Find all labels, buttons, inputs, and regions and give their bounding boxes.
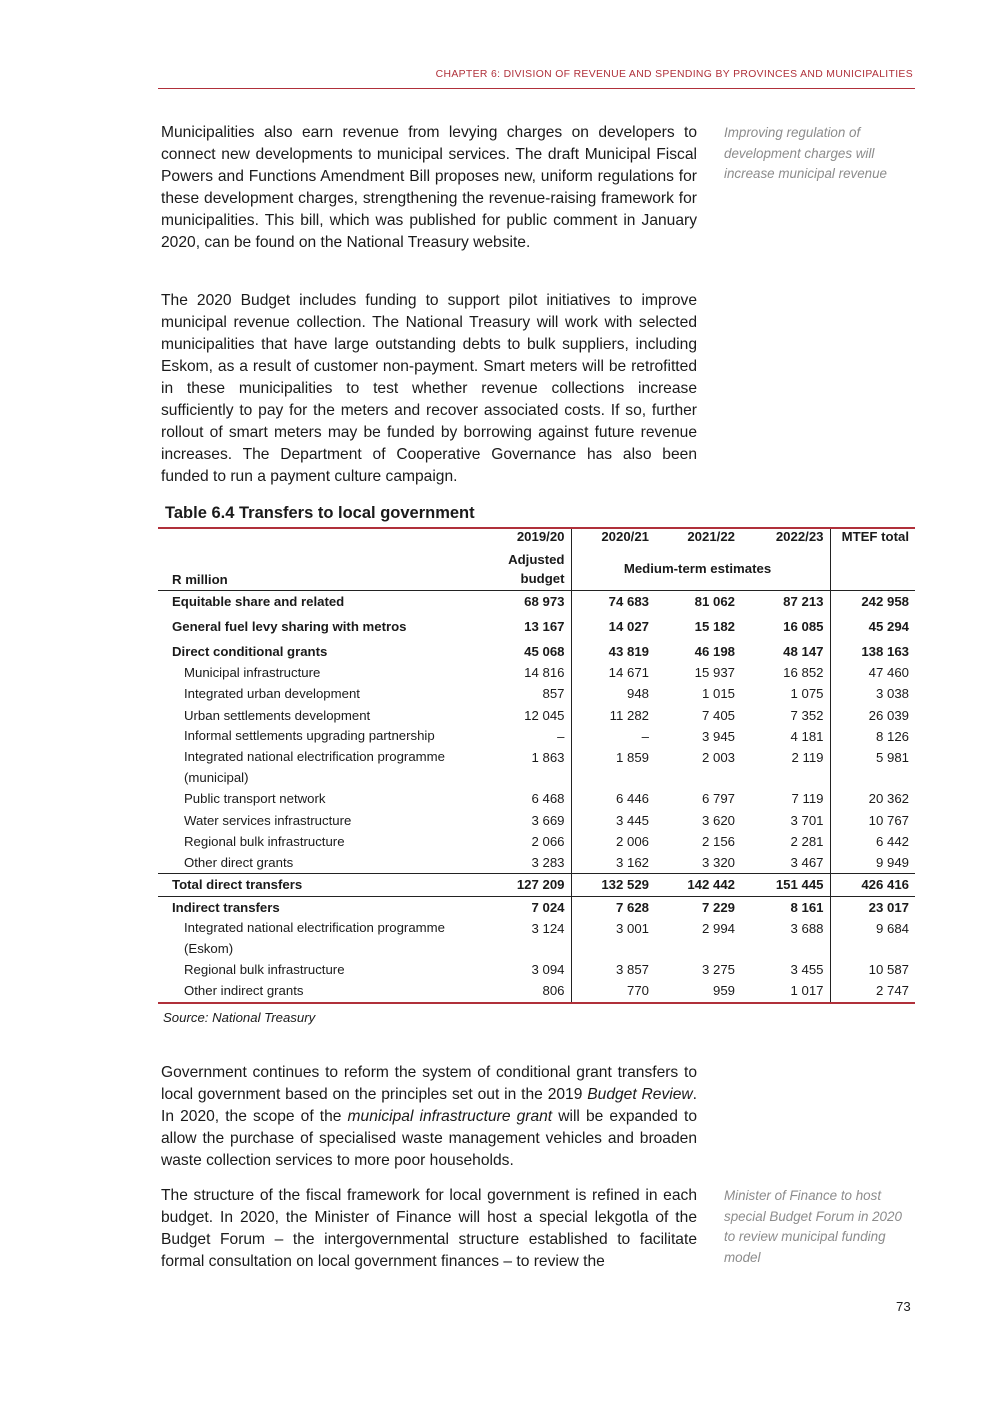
cell-value: 2 119 [791, 750, 824, 766]
margin-note-development-charges: Improving regulation of development charges will increase municipal revenue [724, 125, 888, 181]
cell-value: 16 852 [783, 665, 824, 681]
cell-value: 15 937 [694, 665, 735, 681]
cell-value: 127 209 [503, 874, 571, 896]
table-title: Table 6.4 Transfers to local government [165, 504, 475, 522]
paragraph-fiscal-framework: The structure of the fiscal framework for local government is refined in each budget. In 2020, the Minister of Finance will host a special lekgotla of the Budget Forum – the intergovernmental structure established to facilitate formal consultation on local government finances – to review the [161, 1187, 697, 1270]
cell-value: 9 949 [830, 852, 915, 874]
row-label: Water services infrastructure [184, 812, 352, 828]
cell-value: 2 747 [830, 980, 915, 1001]
table-row [158, 980, 915, 1001]
cell-value: 3 620 [701, 812, 735, 828]
table-row [158, 959, 915, 980]
paragraph-revenue-collection: The 2020 Budget includes funding to support pilot initiatives to improve municipal revenue collection. The National Treasury will work with selected municipalities that have large outstanding debts to bulk suppliers, including Eskom, as a result of customer non-payment. Smart meters will be retrofitted in these municipalities to test whether revenue collections increase sufficiently to pay for the meters and recover associated costs. If so, further rollout of smart meters may be funded by borrowing against future revenue increases. The Department of Cooperative Governance has also been funded to run a payment culture campaign. [161, 292, 697, 485]
table-row [158, 918, 915, 959]
cell-value: 142 442 [655, 874, 741, 896]
cell-value: 45 068 [524, 643, 565, 659]
table-header-years [158, 529, 915, 550]
cell-value: 3 001 [571, 918, 655, 959]
cell-value: 6 442 [830, 831, 915, 852]
cell-value: 3 038 [830, 683, 915, 704]
cell-value: 3 275 [701, 962, 735, 978]
unit-label: R million [158, 550, 503, 590]
cell-value: 2 994 [701, 921, 735, 937]
chapter-header [158, 68, 915, 89]
row-label: Public transport network [184, 791, 326, 807]
cell-value: 45 294 [830, 612, 915, 641]
cell-value: 3 701 [790, 812, 824, 828]
cell-value: 1 075 [790, 686, 824, 702]
cell-value: 16 085 [783, 618, 824, 634]
medium-term-label: Medium-term estimates [571, 550, 830, 590]
row-label: Municipal infrastructure [184, 665, 321, 681]
cell-value: 7 405 [701, 707, 735, 723]
cell-value: 7 628 [571, 896, 655, 918]
row-label: Urban settlements development [184, 707, 371, 723]
table-row [158, 747, 915, 788]
cell-value: 7 229 [701, 899, 735, 915]
cell-value: 12 045 [524, 707, 565, 723]
cell-value: 2 006 [571, 831, 655, 852]
cell-value: 26 039 [830, 705, 915, 726]
row-label: Other indirect grants [184, 983, 304, 999]
cell-value: 8 161 [790, 899, 824, 915]
transfers-table [158, 527, 915, 1004]
table-row [158, 612, 915, 641]
table-row [158, 788, 915, 809]
cell-value: 6 446 [571, 788, 655, 809]
cell-value: 151 445 [741, 874, 830, 896]
cell-value: 3 445 [571, 810, 655, 831]
row-label: Indirect transfers [172, 899, 280, 915]
row-label: Informal settlements upgrading partnership [184, 727, 435, 743]
table-row [158, 810, 915, 831]
table-row [158, 874, 915, 896]
row-label: General fuel levy sharing with metros [172, 618, 407, 634]
cell-value: 770 [571, 980, 655, 1001]
cell-value: 46 198 [694, 643, 735, 659]
row-label: Regional bulk infrastructure [184, 962, 345, 978]
table-row [158, 590, 915, 612]
table-row [158, 705, 915, 726]
table-row [158, 641, 915, 662]
table-source: Source: National Treasury [163, 1010, 316, 1025]
cell-value: 242 958 [830, 590, 915, 612]
row-label: Integrated urban development [184, 686, 360, 702]
table-row [158, 726, 915, 747]
paragraph-grant-reform: Government continues to reform the system of conditional grant transfers to local government based on the principles set out in the 2019 Budget Review. In 2020, the scope of the municipal infrastructure grant will be expanded to allow the purchase of specialised waste management vehicles and broaden waste collection services to more poor households. [161, 1064, 698, 1169]
cell-value: 3 162 [571, 852, 655, 874]
table-header-subtitles [158, 550, 915, 590]
cell-value: 948 [571, 683, 655, 704]
cell-value: 14 816 [524, 665, 565, 681]
cell-value: 7 119 [791, 791, 824, 807]
cell-value: 3 688 [790, 921, 824, 937]
cell-value: 23 017 [830, 896, 915, 918]
margin-note-budget-forum: Minister of Finance to host special Budget Forum in 2020 to review municipal funding model [724, 1188, 902, 1265]
table-row [158, 896, 915, 918]
cell-value: 9 684 [830, 918, 915, 959]
cell-value: 87 213 [783, 593, 824, 609]
table-row [158, 831, 915, 852]
table-row [158, 852, 915, 874]
row-label: Regional bulk infrastructure [184, 833, 345, 849]
cell-value: 11 282 [571, 705, 655, 726]
cell-value: 3 857 [571, 959, 655, 980]
cell-value: 806 [542, 983, 565, 999]
row-label: Other direct grants [158, 852, 503, 874]
cell-value: 857 [542, 686, 565, 702]
cell-value: 7 024 [531, 899, 565, 915]
table-row [158, 662, 915, 683]
cell-value: 3 094 [531, 962, 565, 978]
cell-value: 1 017 [790, 983, 824, 999]
row-label: Integrated national electrification programme (Eskom) [184, 920, 445, 956]
col-header-mtef: MTEF total [830, 529, 915, 550]
cell-value: 426 416 [830, 874, 915, 896]
cell-value: 13 167 [524, 618, 565, 634]
cell-value: 3 467 [741, 852, 830, 874]
cell-value: 138 163 [830, 641, 915, 662]
cell-value: 20 362 [830, 788, 915, 809]
cell-value: 3 455 [790, 962, 824, 978]
table-row [158, 683, 915, 704]
chapter-header-text: CHAPTER 6: DIVISION OF REVENUE AND SPENDING BY PROVINCES AND MUNICIPALITIES [435, 69, 913, 80]
col-header-2022: 2022/23 [775, 529, 824, 544]
cell-value: 48 147 [783, 643, 824, 659]
cell-value: 1 859 [571, 747, 655, 788]
cell-value: 3 124 [531, 921, 565, 937]
cell-value: 3 320 [655, 852, 741, 874]
row-label: Integrated national electrification programme (municipal) [184, 749, 445, 785]
page-number: 73 [896, 1299, 911, 1314]
cell-value: 132 529 [571, 874, 655, 896]
cell-value: 3 283 [503, 852, 571, 874]
cell-value: 4 181 [790, 728, 824, 744]
cell-value: 2 003 [701, 750, 735, 766]
cell-value: 68 973 [524, 593, 565, 609]
cell-value: – [571, 726, 655, 747]
cell-value: 6 797 [701, 791, 735, 807]
row-label: Total direct transfers [158, 874, 503, 896]
cell-value: 10 767 [830, 810, 915, 831]
cell-value: 81 062 [694, 593, 735, 609]
adjusted-budget-label: Adjusted budget [503, 550, 571, 590]
row-label: Equitable share and related [172, 593, 345, 609]
cell-value: 1 015 [701, 686, 735, 702]
cell-value: 6 468 [531, 791, 565, 807]
cell-value: 3 669 [531, 812, 565, 828]
cell-value: 74 683 [571, 590, 655, 612]
cell-value: 2 156 [701, 833, 735, 849]
cell-value: 43 819 [571, 641, 655, 662]
cell-value: 15 182 [694, 618, 735, 634]
cell-value: 8 126 [830, 726, 915, 747]
col-header-2019: 2019/20 [516, 529, 565, 544]
cell-value: 5 981 [830, 747, 915, 788]
col-header-2021: 2021/22 [687, 529, 735, 544]
row-label: Direct conditional grants [172, 643, 328, 659]
cell-value: 3 945 [701, 728, 735, 744]
cell-value: 2 066 [531, 833, 565, 849]
cell-value: 7 352 [790, 707, 824, 723]
cell-value: 2 281 [790, 833, 824, 849]
cell-value: 1 863 [531, 750, 565, 766]
cell-value: 47 460 [830, 662, 915, 683]
table-bottom-rule [158, 1002, 915, 1004]
col-header-2020: 2020/21 [571, 529, 655, 550]
cell-value: – [557, 728, 565, 744]
cell-value: 959 [712, 983, 735, 999]
cell-value: 14 027 [571, 612, 655, 641]
cell-value: 14 671 [571, 662, 655, 683]
paragraph-development-charges: Municipalities also earn revenue from levying charges on developers to connect new developments to municipal services. The draft Municipal Fiscal Powers and Functions Amendment Bill proposes new, uniform regulations for these development charges, strengthening the revenue-raising framework for municipalities. This bill, which was published for public comment in January 2020, can be found on the National Treasury website. [161, 124, 697, 251]
cell-value: 10 587 [830, 959, 915, 980]
